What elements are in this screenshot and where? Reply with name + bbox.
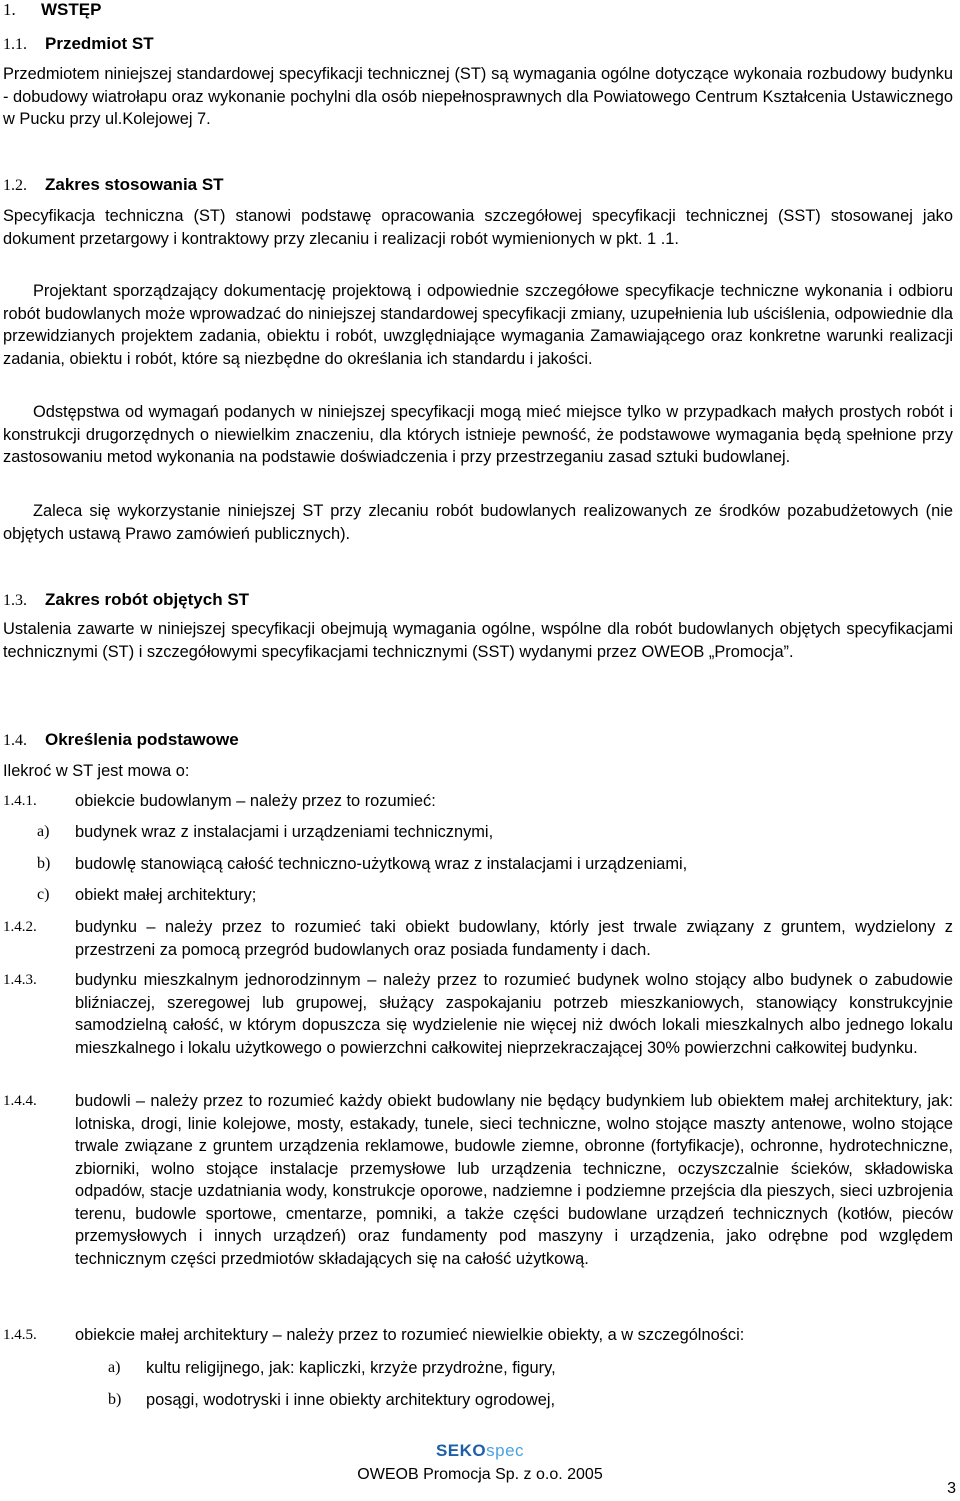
section-1-2-paragraph-4: Zaleca się wykorzystanie niniejszej ST przy zlecaniu robót budowlanych realizowanych ze środków pozabudżetowych (nie objętych ustawą Prawo zamówień publicznych). [3,502,953,543]
footer-text: OWEOB Promocja Sp. z o.o. 2005 [357,1466,603,1483]
section-1-3-heading [3,590,249,610]
sub-item-text: obiekt małej architektury; [75,886,257,904]
definition-item-1-4-5 [3,1324,953,1347]
sub-item-letter: b) [108,1391,122,1408]
section-number: 1. [3,0,16,19]
item-number: 1.4.2. [3,919,37,935]
section-title: Zakres stosowania ST [45,175,224,194]
sub-item-c [37,884,947,907]
sub-item-text: kultu religijnego, jak: kapliczki, krzyże przydrożne, figury, [146,1359,556,1377]
section-title: WSTĘP [41,0,102,19]
section-1-1-heading [3,34,154,54]
section-title: Określenia podstawowe [45,730,239,749]
item-number: 1.4.5. [3,1327,37,1343]
sub-item-letter: a) [37,823,50,840]
brand-logo-part-2: spec [486,1441,525,1460]
section-title: Zakres robót objętych ST [45,590,250,609]
item-text: budynku – należy przez to rozumieć taki obiekt budowlany, którly jest trwale związany z gruntem, wydzielony z przestrzeni za pomocą przegród budowlanych oraz posiada fundamenty i dach. [75,918,953,959]
item-number: 1.4.4. [3,1093,37,1109]
section-number: 1.3. [3,592,27,609]
sub-item-text: posągi, wodotryski i inne obiekty architektury ogrodowej, [146,1391,556,1409]
footer-brand-logo [0,1441,960,1461]
sub-item-text: budynek wraz z instalacjami i urządzeniami technicznymi, [75,823,494,841]
section-title: Przedmiot ST [45,34,154,53]
section-number: 1.2. [3,177,27,194]
section-1-2-paragraph-1: Specyfikacja techniczna (ST) stanowi podstawę opracowania szczegółowej specyfikacji technicznej (SST) stosowanej jako dokument przetargowy i kontraktowy przy zlecaniu i realizacji robót wymienionych w pkt. 1 .1. [3,207,953,248]
sub-item-b [108,1389,948,1412]
section-1-4-intro: Ilekroć w ST jest mowa o: [3,762,190,780]
sub-item-a [108,1357,948,1380]
section-1-3-text: Ustalenia zawarte w niniejszej specyfikacji obejmują wymagania ogólne, wspólne dla robót budowlanych objętych specyfikacjami technicznymi (ST) i szczegółowymi specyfikacjami technicznymi (SST) wydanymi przez OWEOB „Promocja”. [3,620,953,661]
item-text: obiekcie małej architektury – należy przez to rozumieć niewielkie obiekty, a w szczególności: [75,1326,745,1344]
section-1-2-heading [3,175,224,195]
definition-item-1-4-1 [3,790,953,813]
section-1-2-paragraph-3: Odstępstwa od wymagań podanych w niniejszej specyfikacji mogą mieć miejsce tylko w przypadkach małych prostych robót i konstrukcji drugorzędnych o niewielkim znaczeniu, dla których istnieje pewność, że podstawowe wymagania będą spełnione przy zastosowaniu metod wykonania na podstawie doświadczenia i przy przestrzeganiu zasad sztuki budowlanej. [3,403,953,466]
item-text: budynku mieszkalnym jednorodzinnym – należy przez to rozumieć budynek wolno stojący albo budynek o zabudowie bliźniaczej, szeregowej lub grupowej, służący zaspokajaniu potrzeb mieszkaniowych, stanowiący konstrukcyjnie samodzielną całość, w którym dopuszcza się wydzielenie nie więcej niż dwóch lokali mieszkalnych albo jednego lokalu mieszkalnego i lokalu użytkowego o powierzchni całkowitej nieprzekraczającej 30% powierzchni całkowitej budynku. [75,971,953,1057]
item-text: obiekcie budowlanym – należy przez to rozumieć: [75,792,436,810]
sub-item-letter: b) [37,855,51,872]
sub-item-letter: c) [37,886,50,903]
definition-item-1-4-4 [3,1090,953,1270]
item-number: 1.4.1. [3,793,37,809]
item-number: 1.4.3. [3,972,37,988]
brand-logo-part-1: SEKO [435,1441,487,1460]
section-number: 1.4. [3,732,27,749]
section-1-4-heading [3,730,239,750]
section-1-2-paragraph-2: Projektant sporządzający dokumentację projektową i odpowiednie szczegółowe specyfikacje techniczne wykonania i odbioru robót budowlanych może wprowadzać do niniejszej standardowej specyfikacji zmiany, uzupełnienia lub uściślenia, odpowiednie dla przewidzianych projektem zadania, obiektu i robót, uwzględniające wymagania Zamawiającego oraz konkretne warunki realizacji zadania, obiektu i robót, które są niezbędne do określania ich standardu i jakości. [3,282,953,368]
sub-item-b [37,853,947,876]
sub-item-text: budowlę stanowiącą całość techniczno-użytkową wraz z instalacjami i urządzeniami, [75,855,688,873]
definition-item-1-4-2 [3,916,953,961]
section-1-heading [3,0,101,20]
item-text: budowli – należy przez to rozumieć każdy obiekt budowlany nie będący budynkiem lub obiektem małej architektury, jak: lotniska, drogi, linie kolejowe, mosty, estakady, tunele, sieci techniczne, wolno stojące maszty antenowe, wolno stojące trwale związane z gruntem urządzenia reklamowe, budowle ziemne, obronne (fortyfikacje), ochronne, hydrotechniczne, zbiorniki, wolno stojące instalacje przemysłowe lub urządzenia techniczne, oczyszczalnie ścieków, składowiska odpadów, stacje uzdatniania wody, konstrukcje oporowe, nadziemne i podziemne przejścia dla pieszych, sieci uzbrojenia terenu, budowle sportowe, cmentarze, pomniki, a także części budowlane urządzeń technicznych (kotłów, pieców przemysłowych i innych urządzeń) oraz fundamenty pod maszyny i urządzenia, jako odrębne pod względem technicznym części przedmiotów składających się na całość użytkową. [75,1092,953,1268]
section-1-1-text: Przedmiotem niniejszej standardowej specyfikacji technicznej (ST) są wymagania ogólne dotyczące wykonaia rozbudowy budynku - dobudowy wiatrołapu oraz wykonanie pochylni dla osób niepełnosprawnych dla Powiatowego Centrum Kształcenia Ustawicznego w Pucku przy ul.Kolejowej 7. [3,65,953,128]
page-number: 3 [947,1480,956,1497]
sub-item-letter: a) [108,1359,121,1376]
section-number: 1.1. [3,36,27,53]
sub-item-a [37,821,947,844]
definition-item-1-4-3 [3,969,953,1059]
